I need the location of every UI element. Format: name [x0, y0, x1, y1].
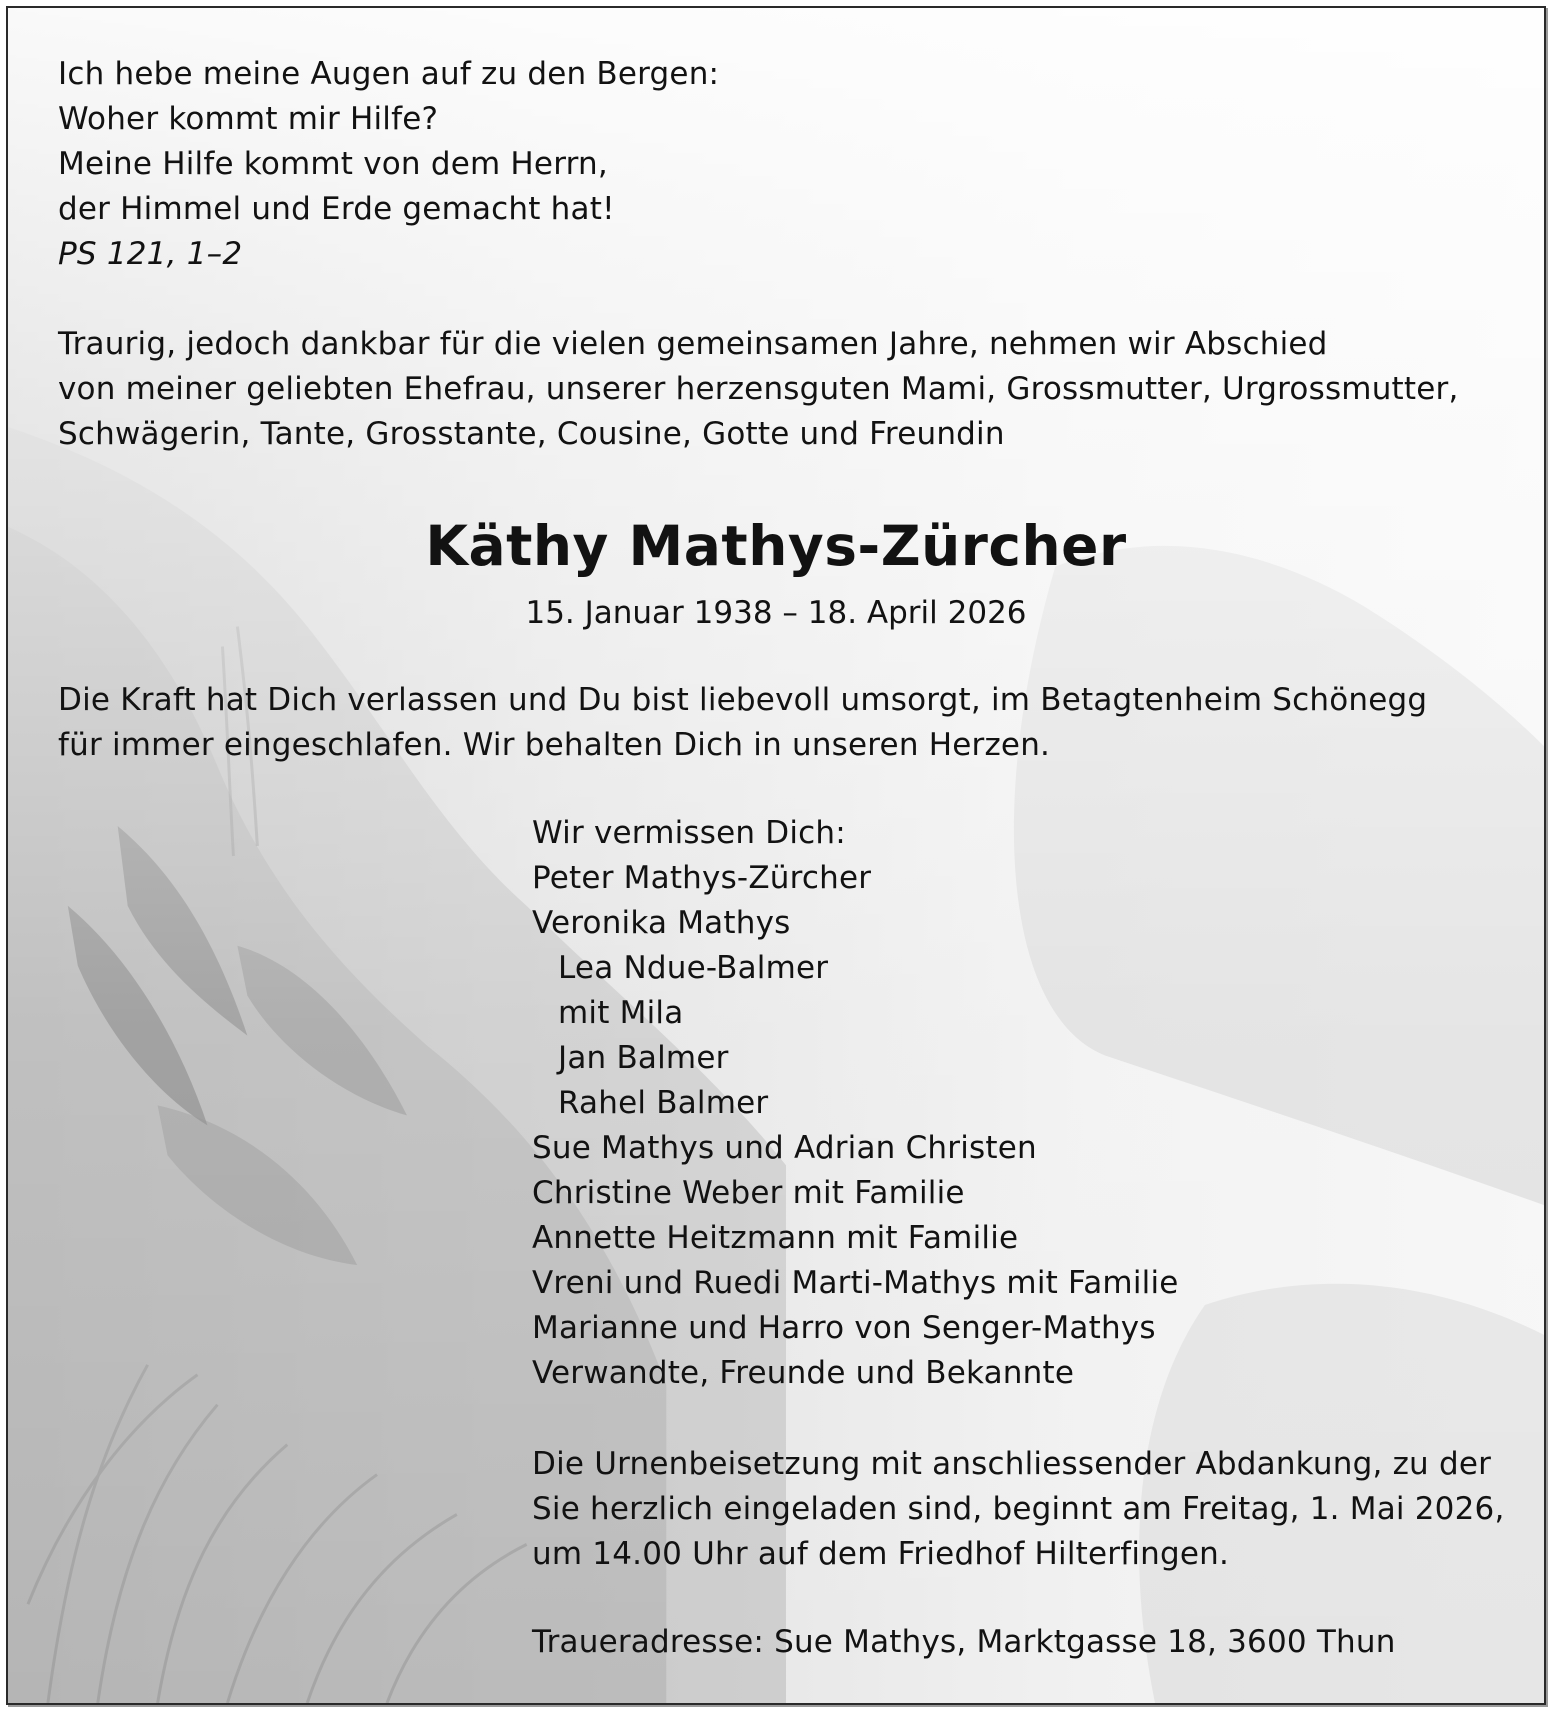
verse-reference: PS 121, 1–2	[58, 236, 243, 272]
ceremony-line: um 14.00 Uhr auf dem Friedhof Hilterfingen.	[532, 1536, 1230, 1572]
mourner-name: Jan Balmer	[558, 1040, 729, 1076]
address-line: Traueradresse: Sue Mathys, Marktgasse 18, 3600 Thun	[532, 1624, 1396, 1660]
intro-line: Schwägerin, Tante, Grosstante, Cousine, Gotte und Freundin	[58, 416, 1005, 452]
ceremony-line: Sie herzlich eingeladen sind, beginnt am Freitag, 1. Mai 2026,	[532, 1491, 1505, 1527]
intro-line: von meiner geliebten Ehefrau, unserer herzensguten Mami, Grossmutter, Urgrossmutter,	[58, 371, 1459, 407]
mourner-name: Lea Ndue-Balmer	[558, 950, 829, 986]
ceremony-line: Die Urnenbeisetzung mit anschliessender Abdankung, zu der	[532, 1446, 1492, 1482]
mourner-name: Marianne und Harro von Senger-Mathys	[532, 1310, 1156, 1346]
verse-line: der Himmel und Erde gemacht hat!	[58, 191, 615, 227]
mourner-name: Annette Heitzmann mit Familie	[532, 1220, 1019, 1256]
intro-line: Traurig, jedoch dankbar für die vielen gemeinsamen Jahre, nehmen wir Abschied	[58, 326, 1328, 362]
farewell-paragraph	[58, 678, 1427, 768]
mourning-address	[532, 1620, 1396, 1665]
obituary-notice	[6, 6, 1546, 1705]
farewell-line: Die Kraft hat Dich verlassen und Du bist liebevoll umsorgt, im Betagtenheim Schönegg	[58, 682, 1428, 718]
mourner-name: Sue Mathys und Adrian Christen	[532, 1130, 1037, 1166]
intro-paragraph	[58, 322, 1459, 457]
mourner-name: Veronika Mathys	[532, 905, 791, 941]
mourner-name: Verwandte, Freunde und Bekannte	[532, 1355, 1075, 1391]
life-dates: 15. Januar 1938 – 18. April 2026	[525, 595, 1027, 631]
ceremony-paragraph	[532, 1442, 1505, 1577]
mourner-name: Peter Mathys-Zürcher	[532, 860, 872, 896]
verse-line: Meine Hilfe kommt von dem Herrn,	[58, 146, 608, 182]
farewell-line: für immer eingeschlafen. Wir behalten Dich in unseren Herzen.	[58, 727, 1051, 763]
verse-line: Ich hebe meine Augen auf zu den Bergen:	[58, 56, 720, 92]
deceased-name: Käthy Mathys-Zürcher	[425, 514, 1127, 578]
mourner-name: mit Mila	[558, 995, 684, 1031]
mourners-list	[532, 811, 1179, 1396]
bible-verse	[58, 52, 719, 277]
mourner-name: Rahel Balmer	[558, 1085, 769, 1121]
verse-line: Woher kommt mir Hilfe?	[58, 101, 439, 137]
mourner-name: Christine Weber mit Familie	[532, 1175, 965, 1211]
mourners-heading: Wir vermissen Dich:	[532, 815, 846, 851]
mourner-name: Vreni und Ruedi Marti-Mathys mit Familie	[532, 1265, 1179, 1301]
